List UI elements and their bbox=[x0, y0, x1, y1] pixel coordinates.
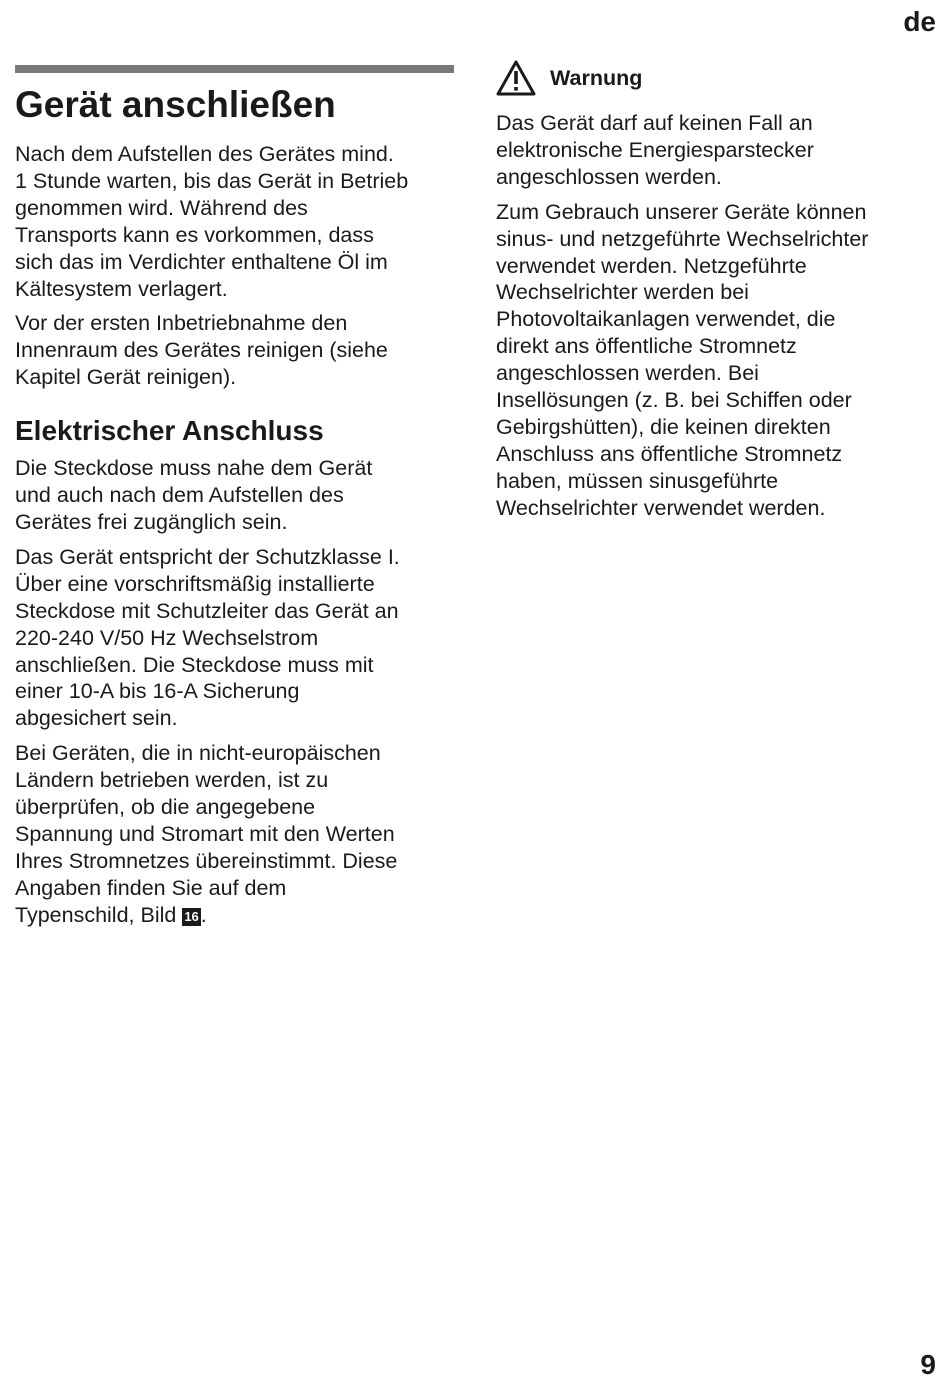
warning-box bbox=[496, 56, 926, 530]
paragraph-non-european bbox=[15, 740, 455, 928]
left-column bbox=[15, 65, 455, 937]
paragraph-socket: Die Steckdose muss nahe dem Gerät und auch nach dem Aufstellen des Gerätes frei zugänglich sein. bbox=[15, 456, 373, 534]
section-rule bbox=[15, 65, 454, 73]
paragraph-non-european-text: Bei Geräten, die in nicht-europäischen Ländern betrieben werden, ist zu überprüfen, ob die angegebene Spannung und Stromart mit den Werten Ihres Stromnetzes übereinstimmt. Diese Angaben finden Sie auf dem Typenschild, Bild bbox=[15, 741, 398, 927]
warning-header bbox=[496, 56, 926, 100]
paragraph-protection-class: Das Gerät entspricht der Schutzklasse I. Über eine vorschriftsmäßig installierte Steckdose mit Schutzleiter das Gerät an 220-240 V/50 Hz Wechselstrom anschließen. Die Steckdose muss mit einer 10-A bis 16-A Sicherung abgesichert sein. bbox=[15, 544, 400, 731]
paragraph-end-punct: . bbox=[200, 902, 207, 927]
section-title-electrical: Elektrischer Anschluss bbox=[15, 415, 324, 447]
warning-triangle-icon bbox=[496, 60, 536, 96]
warning-paragraph-inverter: Zum Gebrauch unserer Geräte können sinus- und netzgeführte Wechselrichter verwendet werden. Netzgeführte Wechselrichter werden bei Photovoltaikanlagen verwendet, die direkt ans öffentliche Stromnetz angeschlossen werden. Bei Insellösungen (z. B. bei Schiffen oder Gebirgshütten), die keinen direkten Anschluss ans öffentliche Stromnetz haben, müssen sinusgeführte Wechselrichter verwendet werden. bbox=[496, 199, 869, 520]
paragraph-wait: Nach dem Aufstellen des Gerätes mind. 1 Stunde warten, bis das Gerät in Betrieb genommen wird. Während des Transports kann es vorkommen, dass sich das im Verdichter enthaltene Öl im Kältesystem verlagert. bbox=[15, 142, 409, 301]
warning-paragraph-plug: Das Gerät darf auf keinen Fall an elektronische Energiesparstecker angeschlossen werden. bbox=[496, 111, 814, 189]
warning-title: Warnung bbox=[550, 65, 643, 90]
language-code: de bbox=[903, 6, 936, 37]
figure-reference: 16 bbox=[184, 908, 199, 924]
page-number: 9 bbox=[920, 1349, 936, 1380]
section-title-connect: Gerät anschließen bbox=[15, 84, 336, 125]
paragraph-clean: Vor der ersten Inbetriebnahme den Innenraum des Gerätes reinigen (siehe Kapitel Gerät reinigen). bbox=[15, 311, 388, 390]
